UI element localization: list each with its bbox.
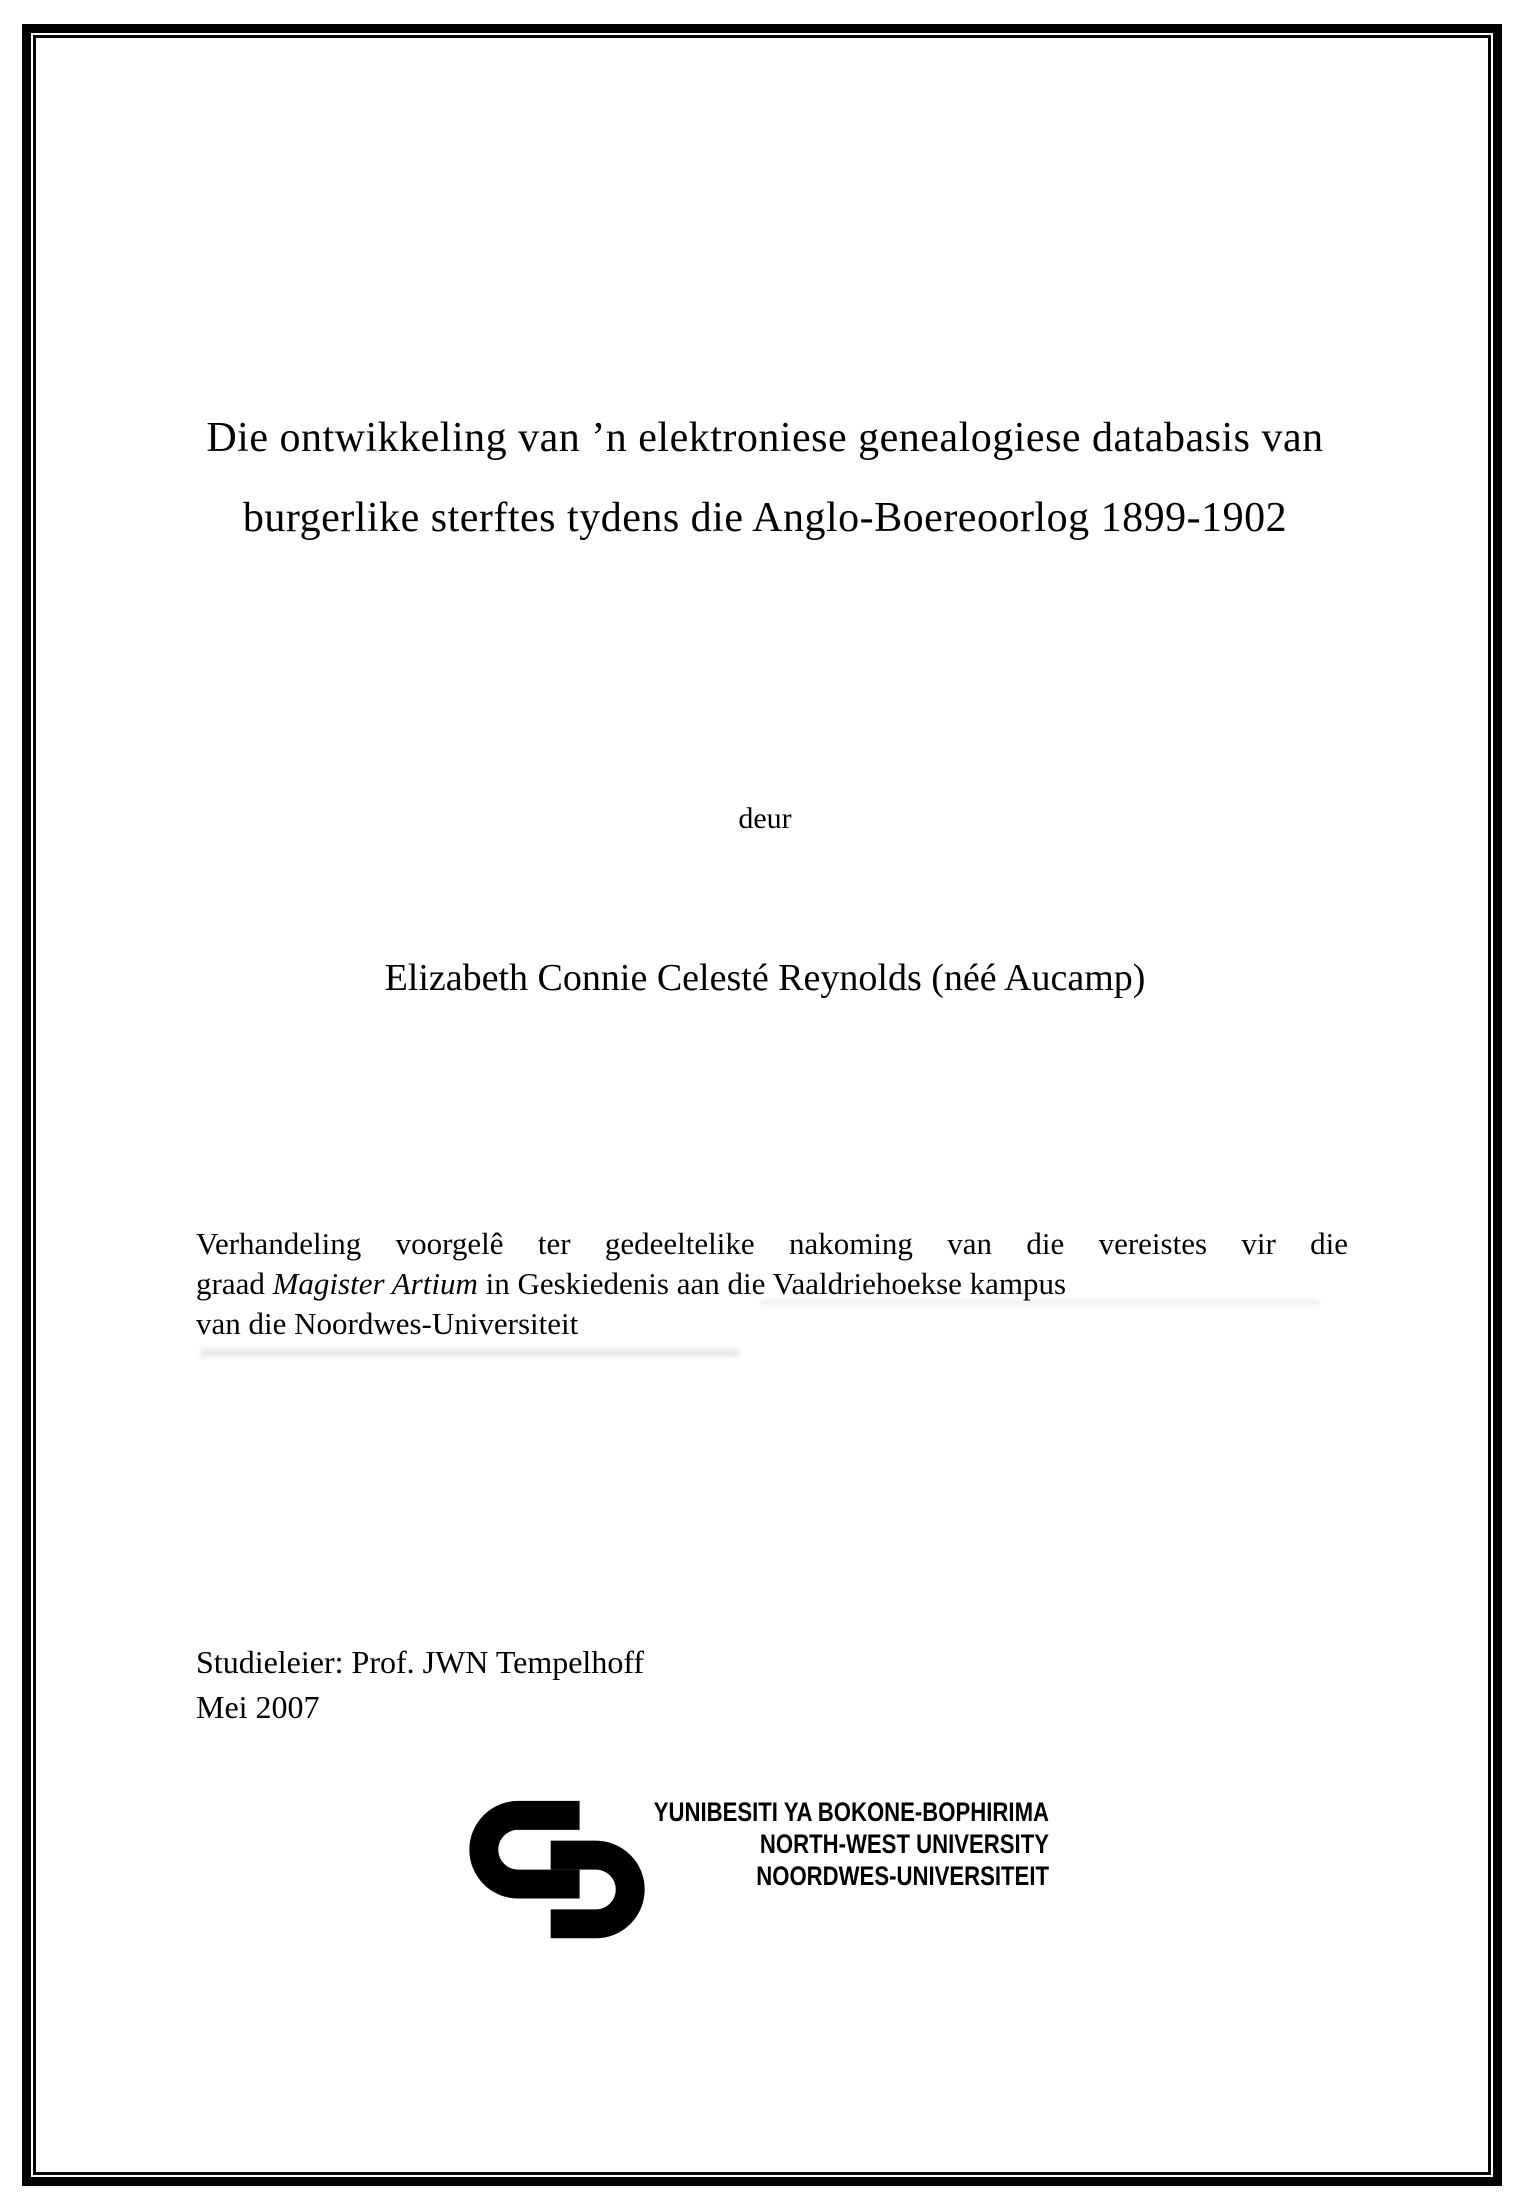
logo-text-line1: YUNIBESITI YA BOKONE-BOPHIRIMA [653,1797,1049,1827]
author-name: Elizabeth Connie Celesté Reynolds (néé Aucamp) [384,957,1146,999]
degree-name: Magister Artium [272,1266,478,1301]
description-line2 [196,1264,1348,1304]
logo-text-line2: NORTH-WEST UNIVERSITY [759,1829,1049,1859]
logo-text-line3: NOORDWES-UNIVERSITEIT [756,1861,1049,1891]
date-line: Mei 2007 [196,1689,320,1725]
university-logo [462,1796,1052,1946]
thesis-title-line1: Die ontwikkeling van ’n elektroniese genealogiese databasis van [206,415,1324,461]
byline: deur [738,802,792,835]
scan-artifact [200,1349,740,1357]
supervisor-line: Studieleier: Prof. JWN Tempelhoff [196,1644,645,1680]
description-line3: van die Noordwes-Universiteit [196,1306,579,1341]
scan-artifact [760,1299,1320,1305]
description-line2-suffix: in Geskiedenis aan die Vaaldriehoekse kampus [477,1266,1067,1301]
university-logo-text [582,1796,1049,1892]
thesis-title [95,398,1435,558]
thesis-description [196,1224,1348,1344]
thesis-title-line2: burgerlike sterftes tydens die Anglo-Boereoorlog 1899-1902 [242,495,1288,541]
description-line2-prefix: graad [196,1266,273,1301]
description-line1: Verhandeling voorgelê ter gedeeltelike nakoming van die vereistes vir die [196,1226,1348,1261]
